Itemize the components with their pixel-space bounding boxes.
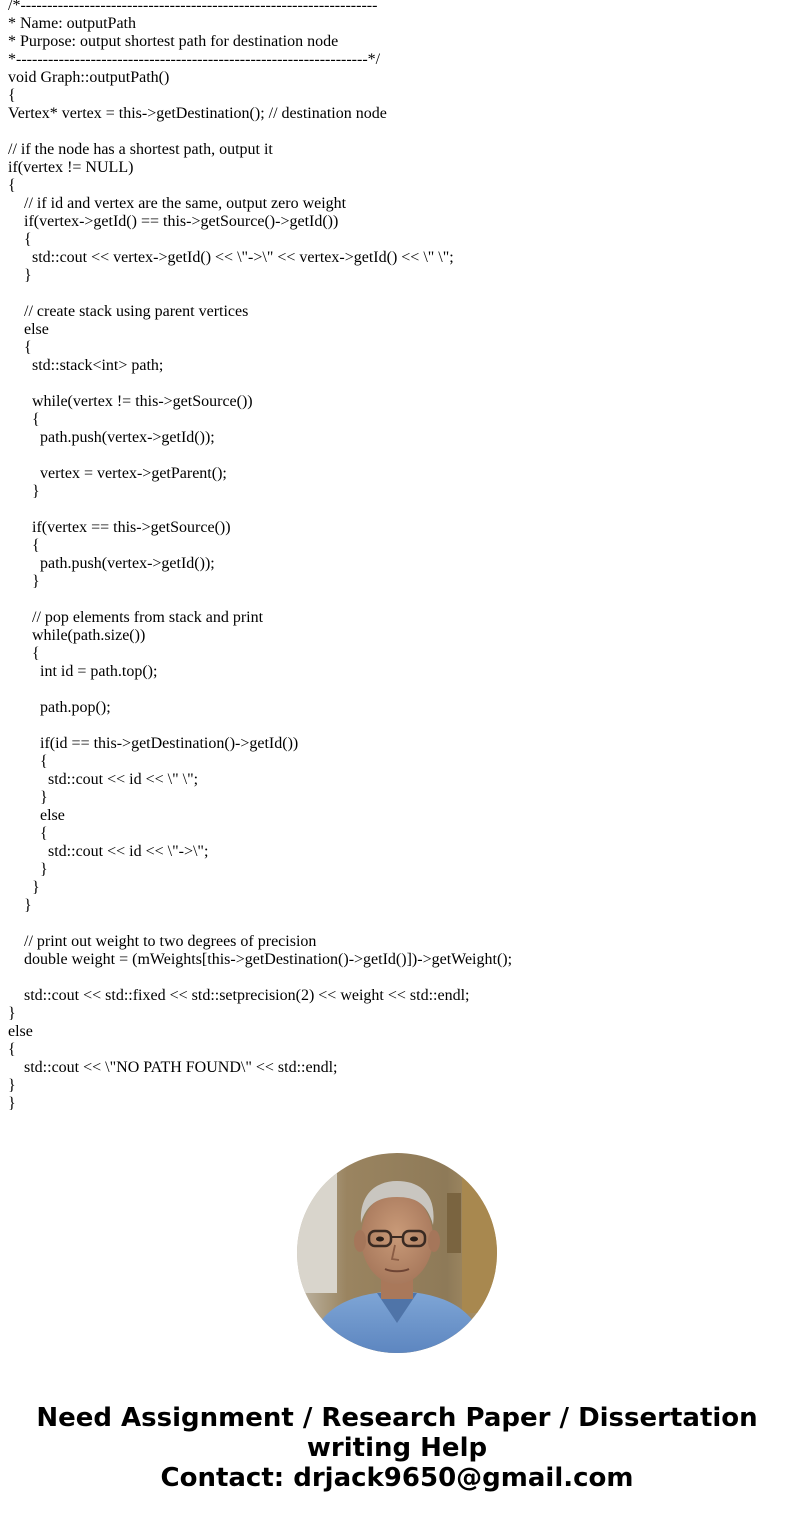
code-line bbox=[8, 915, 512, 933]
code-line: // pop elements from stack and print bbox=[8, 609, 264, 626]
code-line: std::cout << id << \" \"; bbox=[8, 771, 199, 788]
code-line: { bbox=[8, 339, 32, 356]
code-line: /*------------------------------------------------------------------- bbox=[8, 0, 378, 14]
code-line: { bbox=[8, 645, 40, 662]
code-line: } bbox=[8, 1095, 16, 1112]
code-line: std::cout << vertex->getId() << \"->\" << vertex->getId() << \" \"; bbox=[8, 249, 454, 266]
code-line: else bbox=[8, 321, 49, 338]
code-line bbox=[8, 969, 512, 987]
code-line: { bbox=[8, 1041, 16, 1058]
author-photo bbox=[297, 1153, 497, 1353]
code-line: while(path.size()) bbox=[8, 627, 146, 644]
code-line: if(vertex->getId() == this->getSource()->getId()) bbox=[8, 213, 339, 230]
promo-banner bbox=[0, 1403, 794, 1493]
code-line: *------------------------------------------------------------------*/ bbox=[8, 51, 381, 68]
code-line: } bbox=[8, 861, 48, 878]
author-avatar bbox=[297, 1153, 497, 1353]
code-line: * Name: outputPath bbox=[8, 15, 136, 32]
code-line: * Purpose: output shortest path for destination node bbox=[8, 33, 339, 50]
code-line bbox=[8, 285, 512, 303]
code-line: if(vertex != NULL) bbox=[8, 159, 134, 176]
promo-line-2: writing Help bbox=[306, 1433, 488, 1463]
code-line: { bbox=[8, 177, 16, 194]
code-line: if(id == this->getDestination()->getId()) bbox=[8, 735, 299, 752]
code-line bbox=[8, 717, 512, 735]
code-line: double weight = (mWeights[this->getDestination()->getId()])->getWeight(); bbox=[8, 951, 513, 968]
code-line: std::cout << \"NO PATH FOUND\" << std::endl; bbox=[8, 1059, 338, 1076]
code-line: path.push(vertex->getId()); bbox=[8, 429, 215, 446]
code-line: } bbox=[8, 1005, 16, 1022]
code-line: { bbox=[8, 825, 48, 842]
code-line: else bbox=[8, 1023, 33, 1040]
code-line: } bbox=[8, 483, 40, 500]
code-listing bbox=[8, 0, 512, 1113]
code-line: vertex = vertex->getParent(); bbox=[8, 465, 227, 482]
code-line: int id = path.top(); bbox=[8, 663, 158, 680]
code-line: path.push(vertex->getId()); bbox=[8, 555, 215, 572]
code-line: // create stack using parent vertices bbox=[8, 303, 249, 320]
code-line bbox=[8, 501, 512, 519]
code-line: std::stack<int> path; bbox=[8, 357, 164, 374]
code-line: path.pop(); bbox=[8, 699, 111, 716]
code-line bbox=[8, 447, 512, 465]
code-line: else bbox=[8, 807, 65, 824]
code-line: { bbox=[8, 87, 16, 104]
code-line bbox=[8, 591, 512, 609]
code-line: } bbox=[8, 789, 48, 806]
code-line: } bbox=[8, 879, 40, 896]
code-line: } bbox=[8, 573, 40, 590]
code-line: std::cout << std::fixed << std::setprecision(2) << weight << std::endl; bbox=[8, 987, 470, 1004]
code-line: { bbox=[8, 753, 48, 770]
code-line: Vertex* vertex = this->getDestination(); // destination node bbox=[8, 105, 387, 122]
code-line: } bbox=[8, 1077, 16, 1094]
code-line bbox=[8, 123, 512, 141]
promo-line-1: Need Assignment / Research Paper / Dissertation bbox=[36, 1403, 758, 1433]
code-line bbox=[8, 681, 512, 699]
code-line bbox=[8, 375, 512, 393]
code-line: if(vertex == this->getSource()) bbox=[8, 519, 231, 536]
code-line: // if the node has a shortest path, output it bbox=[8, 141, 273, 158]
code-line: { bbox=[8, 537, 40, 554]
code-line: { bbox=[8, 411, 40, 428]
code-line: { bbox=[8, 231, 32, 248]
code-line: // if id and vertex are the same, output zero weight bbox=[8, 195, 347, 212]
code-line: } bbox=[8, 267, 32, 284]
code-line: void Graph::outputPath() bbox=[8, 69, 170, 86]
code-line: std::cout << id << \"->\"; bbox=[8, 843, 209, 860]
code-line: } bbox=[8, 897, 32, 914]
code-line: while(vertex != this->getSource()) bbox=[8, 393, 253, 410]
promo-contact: Contact: drjack9650@gmail.com bbox=[160, 1463, 634, 1493]
code-line: // print out weight to two degrees of precision bbox=[8, 933, 317, 950]
